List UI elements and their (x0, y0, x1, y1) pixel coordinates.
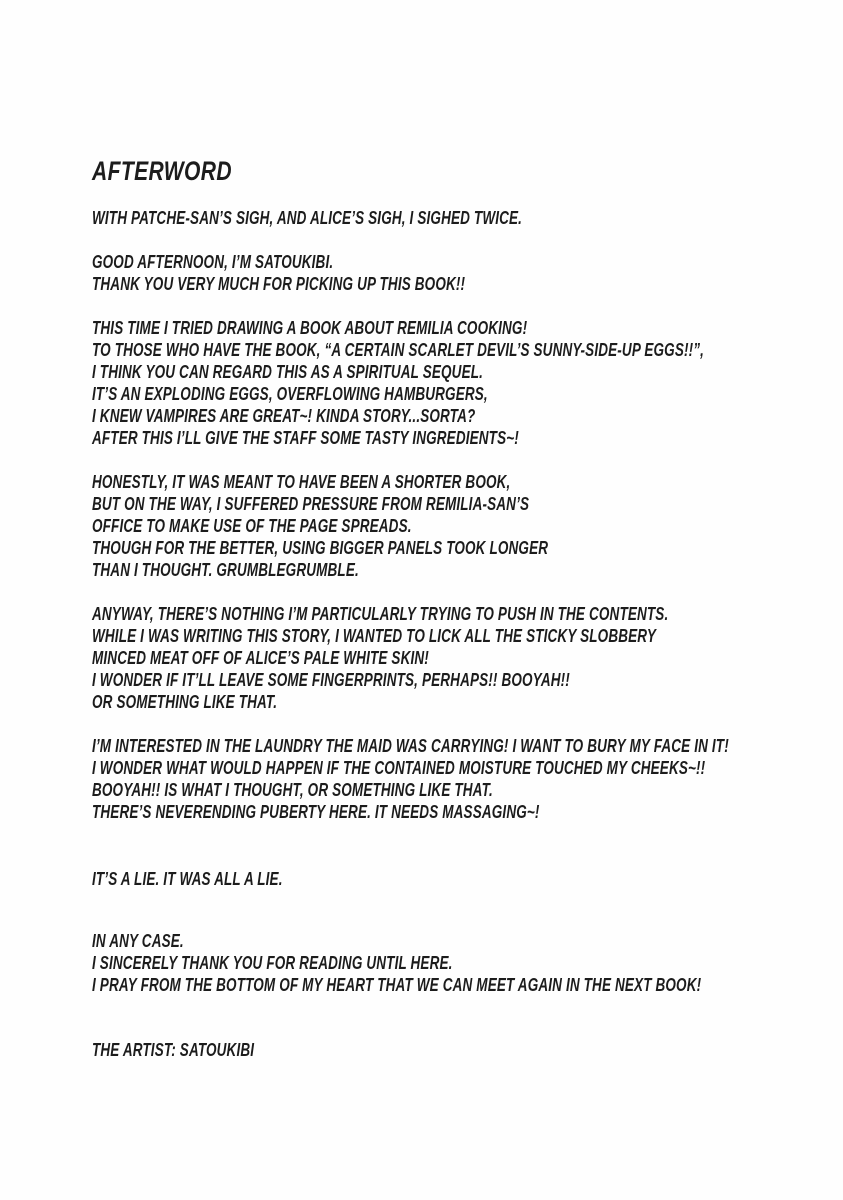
afterword-line: ANYWAY, THERE’S NOTHING I’M PARTICULARLY TRYING TO PUSH IN THE CONTENTS. (92, 604, 669, 624)
afterword-line: I PRAY FROM THE BOTTOM OF MY HEART THAT WE CAN MEET AGAIN IN THE NEXT BOOK! (92, 975, 702, 995)
afterword-line: BUT ON THE WAY, I SUFFERED PRESSURE FROM REMILIA-SAN’S (92, 494, 530, 514)
afterword-line: IN ANY CASE. (92, 931, 184, 951)
afterword-line: THOUGH FOR THE BETTER, USING BIGGER PANELS TOOK LONGER (92, 538, 549, 558)
afterword-line: I SINCERELY THANK YOU FOR READING UNTIL HERE. (92, 953, 453, 973)
afterword-line: THANK YOU VERY MUCH FOR PICKING UP THIS BOOK!! (92, 274, 466, 294)
paragraph-closing (92, 930, 843, 996)
afterword-line: IT’S AN EXPLODING EGGS, OVERFLOWING HAMBURGERS, (92, 384, 488, 404)
paragraph-shorter-book (92, 471, 843, 581)
paragraph-about-book (92, 317, 843, 449)
paragraph-contents (92, 603, 843, 713)
afterword-line: WITH PATCHE-SAN’S SIGH, AND ALICE’S SIGH, I SIGHED TWICE. (92, 208, 523, 228)
afterword-line: WHILE I WAS WRITING THIS STORY, I WANTED TO LICK ALL THE STICKY SLOBBERY (92, 626, 657, 646)
afterword-line: IT’S A LIE. IT WAS ALL A LIE. (92, 869, 283, 889)
paragraph-greeting (92, 251, 843, 295)
afterword-line: I WONDER WHAT WOULD HAPPEN IF THE CONTAINED MOISTURE TOUCHED MY CHEEKS~!! (92, 758, 706, 778)
afterword-line: I THINK YOU CAN REGARD THIS AS A SPIRITUAL SEQUEL. (92, 362, 484, 382)
afterword-line: BOOYAH!! IS WHAT I THOUGHT, OR SOMETHING LIKE THAT. (92, 780, 493, 800)
afterword-line: AFTER THIS I’LL GIVE THE STAFF SOME TASTY INGREDIENTS~! (92, 428, 519, 448)
afterword-line: THE ARTIST: SATOUKIBI (92, 1040, 255, 1060)
afterword-line: THAN I THOUGHT. GRUMBLEGRUMBLE. (92, 560, 359, 580)
afterword-line: TO THOSE WHO HAVE THE BOOK, “A CERTAIN SCARLET DEVIL’S SUNNY-SIDE-UP EGGS!!”, (92, 340, 705, 360)
afterword-line: THERE’S NEVERENDING PUBERTY HERE. IT NEEDS MASSAGING~! (92, 802, 540, 822)
paragraph-sigh (92, 207, 843, 229)
afterword-line: OR SOMETHING LIKE THAT. (92, 692, 278, 712)
afterword-line: I’M INTERESTED IN THE LAUNDRY THE MAID WAS CARRYING! I WANT TO BURY MY FACE IN IT! (92, 736, 729, 756)
afterword-line: GOOD AFTERNOON, I’M SATOUKIBI. (92, 252, 334, 272)
afterword-line: I KNEW VAMPIRES ARE GREAT~! KINDA STORY...SORTA? (92, 406, 476, 426)
afterword-line: THIS TIME I TRIED DRAWING A BOOK ABOUT REMILIA COOKING! (92, 318, 528, 338)
afterword-line: MINCED MEAT OFF OF ALICE’S PALE WHITE SKIN! (92, 648, 429, 668)
paragraph-lie (92, 868, 843, 890)
afterword-line: HONESTLY, IT WAS MEANT TO HAVE BEEN A SHORTER BOOK, (92, 472, 511, 492)
paragraph-artist-credit (92, 1039, 843, 1061)
paragraph-laundry (92, 735, 843, 823)
afterword-line: OFFICE TO MAKE USE OF THE PAGE SPREADS. (92, 516, 412, 536)
afterword-heading: AFTERWORD (92, 156, 233, 186)
afterword-line: I WONDER IF IT’LL LEAVE SOME FINGERPRINTS, PERHAPS!! BOOYAH!! (92, 670, 570, 690)
